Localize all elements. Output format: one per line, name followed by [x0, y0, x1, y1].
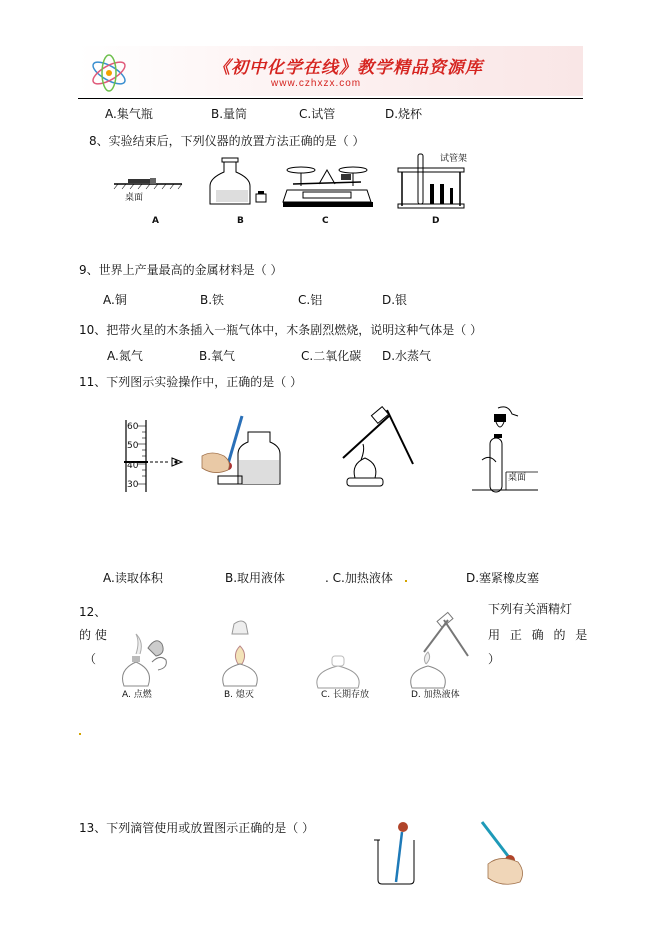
q9-option-d: D.银 [382, 293, 408, 307]
header-divider [78, 98, 583, 99]
q10-option-c: C.二氧化碳 [301, 349, 362, 363]
q9-stem: 9、世界上产量最高的金属材料是（ ） [79, 263, 283, 277]
q7-option-c: C.试管 [299, 107, 336, 121]
q11-option-b: B.取用液体 [225, 571, 286, 585]
q12-line2-left: 的 使 [79, 628, 107, 642]
q13-figure-hand-dropper [474, 820, 534, 886]
q12-caption-a: A. 点燃 [122, 690, 152, 700]
q11-figure-b [198, 412, 284, 492]
q8-label-a: A [152, 216, 159, 226]
q9-option-a: A.铜 [103, 293, 127, 307]
q10-option-d: D.水蒸气 [382, 349, 432, 363]
q12-caption-b: B. 熄灭 [224, 690, 254, 700]
q8-stem: 8、实验结束后，下列仪器的放置方法正确的是（ ） [89, 134, 365, 148]
q12-number: 12、 [79, 605, 107, 619]
q11-option-d: D.塞紧橡皮塞 [466, 571, 540, 585]
q11-option-c: . C.加热液体 [325, 571, 393, 585]
q11-option-a: A.读取体积 [103, 571, 163, 585]
q8-label-d: D [432, 216, 440, 226]
atom-logo-icon [84, 50, 134, 96]
q8-label-c: C [322, 216, 329, 226]
q10-option-a: A.氮气 [107, 349, 143, 363]
q12-line1-right: 下列有关酒精灯 [488, 602, 573, 616]
q8-label-b: B [237, 216, 244, 226]
q12-figure-c [312, 648, 364, 690]
q7-option-d: D.烧杯 [385, 107, 423, 121]
stray-dot [405, 580, 407, 582]
q12-line3-left: （ [84, 652, 97, 666]
header-title: 《初中化学在线》教学精品资源库 [213, 58, 483, 78]
q12-line3-right: ） [488, 652, 501, 666]
q11-figure-c [333, 408, 423, 492]
q12-figure-a [118, 628, 180, 688]
q9-option-b: B.铁 [200, 293, 225, 307]
stray-dot-2 [79, 733, 81, 735]
q11-tick-60: 60 [127, 422, 139, 432]
q13-stem: 13、下列滴管使用或放置图示正确的是（ ） [79, 821, 315, 835]
q7-option-b: B.量筒 [211, 107, 248, 121]
q8-figure-b [212, 158, 270, 206]
q8-figure-c [283, 160, 373, 210]
q12-caption-d: D. 加热液体 [411, 690, 460, 700]
q8-figure-a [112, 170, 184, 204]
q11-tick-50: 50 [127, 441, 139, 451]
q10-stem: 10、把带火星的木条插入一瓶气体中，木条剧烈燃烧，说明这种气体是（ ） [79, 323, 483, 337]
q11-tick-30: 30 [127, 480, 139, 490]
q8-rack-label: 试管架 [440, 154, 468, 164]
q12-line2-right: 用 正 确 的 是 [488, 628, 591, 642]
q12-figure-d [404, 616, 474, 690]
q8-desk-label: 桌面 [125, 193, 144, 203]
q7-option-a: A.集气瓶 [105, 107, 153, 121]
q12-caption-c: C. 长期存放 [321, 690, 370, 700]
q11-tick-40: 40 [127, 461, 139, 471]
q13-figure-beaker-dropper [372, 818, 420, 886]
q10-option-b: B.氧气 [199, 349, 236, 363]
q11-stem: 11、下列图示实验操作中，正确的是（ ） [79, 375, 303, 389]
q9-option-c: C.铝 [298, 293, 323, 307]
header-url: www.czhxzx.com [271, 78, 362, 89]
q12-figure-b [218, 620, 264, 688]
q11-desk-label: 桌面 [508, 473, 527, 483]
q11-figure-d [470, 404, 540, 494]
